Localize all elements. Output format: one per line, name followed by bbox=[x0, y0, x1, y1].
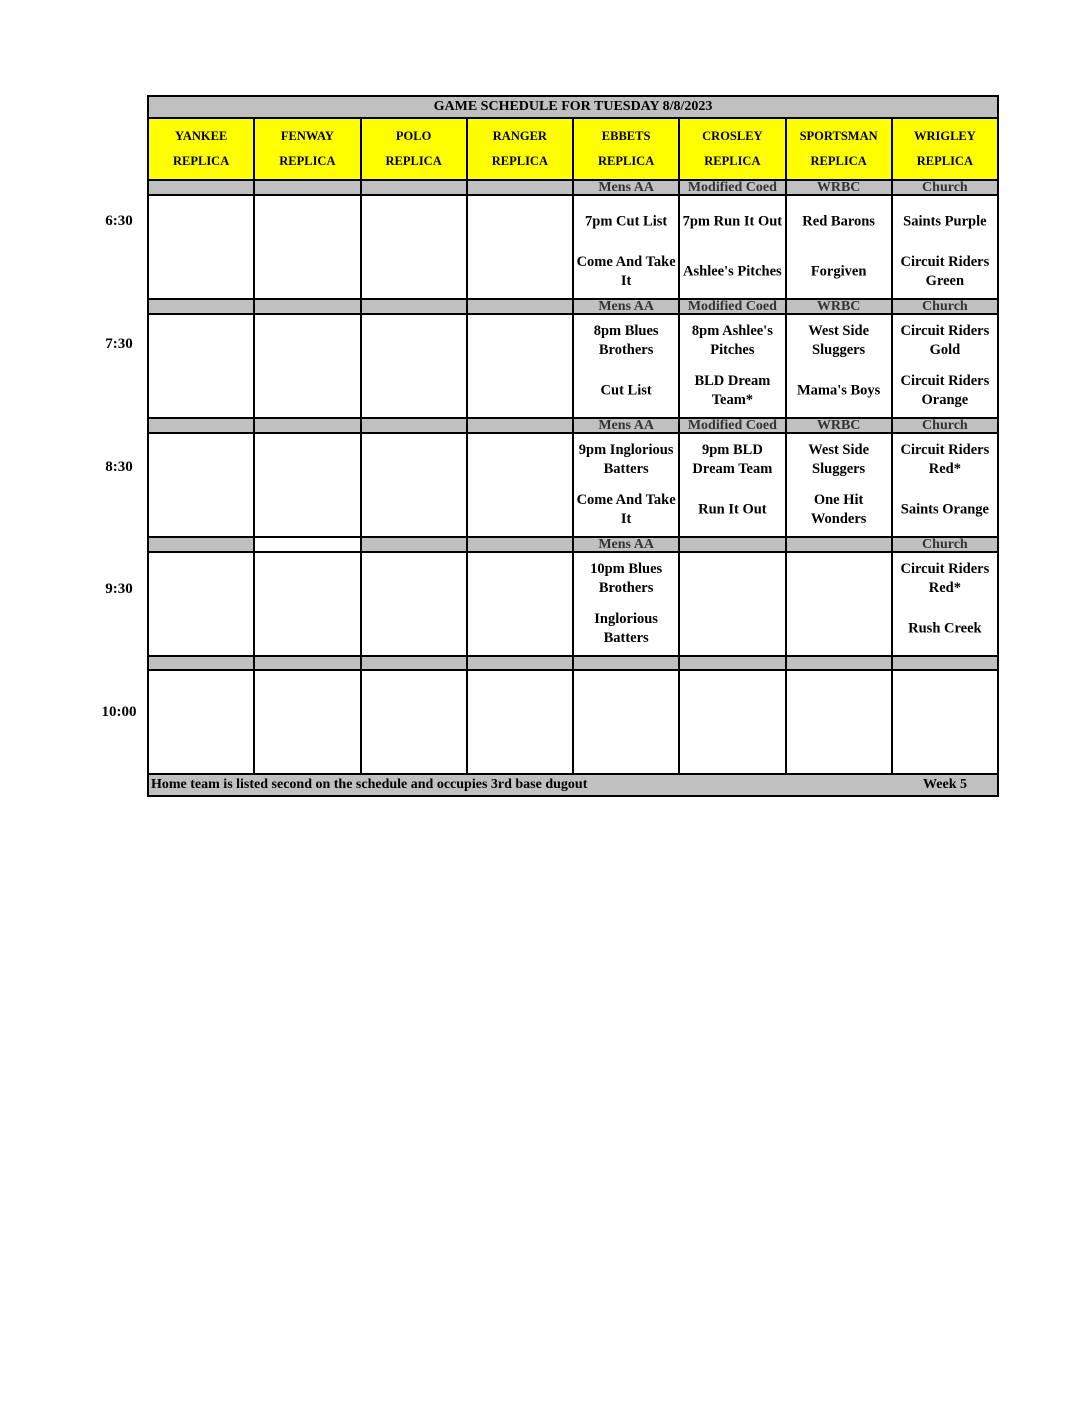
away-team bbox=[574, 554, 678, 604]
time-slot-label: 8:30 bbox=[105, 459, 133, 475]
team-name: One Hit Wonders bbox=[810, 492, 867, 527]
field-name: EBBETS bbox=[601, 129, 651, 143]
home-team bbox=[680, 604, 784, 654]
away-team bbox=[149, 672, 253, 722]
team-name: Ashlee's Pitches bbox=[683, 263, 782, 280]
away-team bbox=[255, 672, 359, 722]
away-team bbox=[893, 197, 997, 247]
league-label: Mens AA bbox=[573, 537, 679, 552]
home-team bbox=[468, 485, 572, 535]
field-subtitle: REPLICA bbox=[172, 154, 230, 168]
game-cell bbox=[892, 314, 998, 418]
home-team bbox=[574, 604, 678, 654]
home-team-note: Home team is listed second on the schedule and occupies 3rd base dugout bbox=[151, 777, 588, 792]
league-label: WRBC bbox=[786, 299, 892, 314]
home-team bbox=[255, 722, 359, 772]
home-team bbox=[255, 366, 359, 416]
field-header-fenway bbox=[254, 118, 360, 180]
league-label: WRBC bbox=[786, 418, 892, 433]
league-label bbox=[254, 656, 360, 670]
away-team bbox=[362, 316, 466, 366]
away-team bbox=[468, 316, 572, 366]
league-label bbox=[467, 299, 573, 314]
game-cell bbox=[254, 670, 360, 774]
league-label bbox=[148, 299, 254, 314]
league-row bbox=[148, 656, 998, 670]
team-name: BLD Dream Team* bbox=[694, 373, 771, 408]
league-label bbox=[892, 656, 998, 670]
home-team bbox=[787, 485, 891, 535]
home-team bbox=[787, 247, 891, 297]
away-team bbox=[255, 435, 359, 485]
game-cell bbox=[361, 314, 467, 418]
time-slot-label: 9:30 bbox=[105, 581, 133, 597]
away-team bbox=[574, 672, 678, 722]
home-team bbox=[680, 366, 784, 416]
away-team bbox=[574, 435, 678, 485]
league-label: Mens AA bbox=[573, 299, 679, 314]
away-team bbox=[680, 435, 784, 485]
team-name: 7pm Cut List bbox=[585, 213, 668, 230]
league-label bbox=[254, 180, 360, 195]
away-team bbox=[893, 435, 997, 485]
away-team bbox=[149, 435, 253, 485]
home-team bbox=[787, 366, 891, 416]
league-label bbox=[361, 656, 467, 670]
field-subtitle: REPLICA bbox=[597, 154, 655, 168]
away-team bbox=[787, 316, 891, 366]
schedule-footer bbox=[148, 774, 998, 796]
league-label: Modified Coed bbox=[679, 418, 785, 433]
team-name: West Side Sluggers bbox=[808, 323, 870, 358]
game-cell bbox=[254, 195, 360, 299]
field-name: POLO bbox=[395, 129, 432, 143]
game-cell bbox=[254, 552, 360, 656]
game-cell bbox=[361, 195, 467, 299]
field-header-ebbets bbox=[573, 118, 679, 180]
field-name: YANKEE bbox=[174, 129, 228, 143]
team-name: Forgiven bbox=[810, 263, 867, 280]
away-team bbox=[787, 435, 891, 485]
league-label bbox=[786, 537, 892, 552]
home-team bbox=[362, 247, 466, 297]
away-team bbox=[468, 554, 572, 604]
league-label bbox=[148, 537, 254, 552]
league-label bbox=[679, 656, 785, 670]
team-name: Circuit Riders Red* bbox=[900, 442, 990, 477]
league-label bbox=[254, 299, 360, 314]
field-subtitle: REPLICA bbox=[704, 154, 761, 168]
game-cell bbox=[467, 552, 573, 656]
league-label: Church bbox=[892, 418, 998, 433]
game-cell bbox=[467, 433, 573, 537]
away-team bbox=[680, 316, 784, 366]
game-cell bbox=[786, 314, 892, 418]
field-header-wrigley bbox=[892, 118, 998, 180]
field-subtitle: REPLICA bbox=[916, 154, 973, 168]
away-team bbox=[574, 316, 678, 366]
field-header-ranger bbox=[467, 118, 573, 180]
home-team bbox=[468, 604, 572, 654]
field-header-polo bbox=[361, 118, 467, 180]
team-name: Inglorious Batters bbox=[594, 611, 658, 646]
away-team bbox=[362, 554, 466, 604]
game-cell bbox=[361, 670, 467, 774]
home-team bbox=[680, 247, 784, 297]
home-team bbox=[362, 604, 466, 654]
team-name: Come And Take It bbox=[576, 254, 676, 289]
home-team bbox=[787, 604, 891, 654]
team-name: 8pm Ashlee's Pitches bbox=[691, 323, 773, 358]
home-team bbox=[362, 366, 466, 416]
home-team bbox=[255, 604, 359, 654]
game-cell bbox=[892, 552, 998, 656]
away-team bbox=[680, 554, 784, 604]
game-cell bbox=[573, 552, 679, 656]
away-team bbox=[255, 197, 359, 247]
game-row bbox=[148, 314, 998, 418]
away-team bbox=[149, 197, 253, 247]
away-team bbox=[362, 197, 466, 247]
time-slot-label: 7:30 bbox=[105, 336, 133, 352]
away-team bbox=[468, 197, 572, 247]
game-cell bbox=[148, 552, 254, 656]
team-name: Cut List bbox=[600, 382, 652, 399]
away-team bbox=[362, 435, 466, 485]
away-team bbox=[893, 316, 997, 366]
home-team bbox=[468, 366, 572, 416]
game-cell bbox=[786, 670, 892, 774]
away-team bbox=[893, 554, 997, 604]
home-team bbox=[680, 722, 784, 772]
home-team bbox=[574, 366, 678, 416]
team-name: Rush Creek bbox=[908, 620, 982, 637]
game-row bbox=[148, 552, 998, 656]
home-team bbox=[149, 604, 253, 654]
home-team bbox=[149, 366, 253, 416]
home-team bbox=[149, 722, 253, 772]
field-name: CROSLEY bbox=[702, 129, 763, 143]
away-team bbox=[362, 672, 466, 722]
league-label bbox=[361, 418, 467, 433]
home-team bbox=[468, 247, 572, 297]
game-cell bbox=[573, 195, 679, 299]
field-header-sportsman bbox=[786, 118, 892, 180]
home-team bbox=[680, 485, 784, 535]
league-label: Church bbox=[892, 180, 998, 195]
home-team bbox=[255, 485, 359, 535]
league-label: Church bbox=[892, 537, 998, 552]
game-cell bbox=[892, 433, 998, 537]
away-team bbox=[680, 197, 784, 247]
field-name: RANGER bbox=[492, 129, 547, 143]
week-label: Week 5 bbox=[923, 777, 967, 792]
game-cell bbox=[467, 195, 573, 299]
away-team bbox=[468, 672, 572, 722]
league-label bbox=[679, 537, 785, 552]
team-name: Circuit Riders Gold bbox=[900, 323, 990, 358]
team-name: 9pm BLD Dream Team bbox=[692, 442, 773, 477]
field-subtitle: REPLICA bbox=[279, 154, 336, 168]
game-cell bbox=[786, 552, 892, 656]
league-label bbox=[148, 656, 254, 670]
team-name: Saints Orange bbox=[900, 501, 989, 518]
league-label: Modified Coed bbox=[679, 180, 785, 195]
away-team bbox=[787, 672, 891, 722]
game-cell bbox=[892, 195, 998, 299]
game-cell bbox=[148, 195, 254, 299]
home-team bbox=[893, 604, 997, 654]
game-row bbox=[148, 670, 998, 774]
league-label: Mens AA bbox=[573, 180, 679, 195]
home-team bbox=[893, 722, 997, 772]
game-cell bbox=[573, 670, 679, 774]
away-team bbox=[255, 554, 359, 604]
home-team bbox=[893, 485, 997, 535]
league-label bbox=[361, 537, 467, 552]
field-subtitle: REPLICA bbox=[385, 154, 442, 168]
home-team bbox=[787, 722, 891, 772]
game-cell bbox=[148, 433, 254, 537]
league-label bbox=[148, 180, 254, 195]
home-team bbox=[255, 247, 359, 297]
team-name: Mama's Boys bbox=[796, 382, 881, 399]
league-label bbox=[786, 656, 892, 670]
home-team bbox=[149, 485, 253, 535]
game-cell bbox=[679, 433, 785, 537]
game-cell bbox=[148, 670, 254, 774]
league-row bbox=[148, 418, 998, 433]
team-name: 7pm Run It Out bbox=[682, 213, 783, 230]
home-team bbox=[468, 722, 572, 772]
league-row bbox=[148, 180, 998, 195]
game-cell bbox=[361, 433, 467, 537]
game-cell bbox=[679, 195, 785, 299]
game-cell bbox=[573, 314, 679, 418]
home-team bbox=[893, 366, 997, 416]
league-label bbox=[254, 537, 360, 552]
time-slot-label: 6:30 bbox=[105, 213, 133, 229]
game-cell bbox=[892, 670, 998, 774]
team-name: Run It Out bbox=[698, 501, 767, 518]
league-label bbox=[573, 656, 679, 670]
league-label bbox=[361, 299, 467, 314]
away-team bbox=[787, 197, 891, 247]
league-label bbox=[148, 418, 254, 433]
home-team bbox=[362, 485, 466, 535]
field-subtitle: REPLICA bbox=[810, 154, 867, 168]
league-label bbox=[361, 180, 467, 195]
field-header-crosley bbox=[679, 118, 785, 180]
league-label: WRBC bbox=[786, 180, 892, 195]
league-row bbox=[148, 537, 998, 552]
team-name: Saints Purple bbox=[903, 213, 987, 230]
league-label bbox=[467, 180, 573, 195]
field-name: FENWAY bbox=[280, 129, 334, 143]
league-label bbox=[467, 418, 573, 433]
away-team bbox=[574, 197, 678, 247]
game-cell bbox=[254, 314, 360, 418]
field-header-row bbox=[148, 118, 998, 180]
team-name: Red Barons bbox=[802, 213, 875, 230]
game-cell bbox=[679, 670, 785, 774]
home-team bbox=[574, 247, 678, 297]
league-label: Mens AA bbox=[573, 418, 679, 433]
home-team bbox=[149, 247, 253, 297]
game-cell bbox=[254, 433, 360, 537]
game-cell bbox=[573, 433, 679, 537]
away-team bbox=[149, 316, 253, 366]
team-name: West Side Sluggers bbox=[808, 442, 870, 477]
away-team bbox=[255, 316, 359, 366]
league-label: Church bbox=[892, 299, 998, 314]
away-team bbox=[680, 672, 784, 722]
league-label bbox=[467, 537, 573, 552]
league-row bbox=[148, 299, 998, 314]
game-row bbox=[148, 195, 998, 299]
team-name: Come And Take It bbox=[576, 492, 676, 527]
away-team bbox=[787, 554, 891, 604]
field-name: SPORTSMAN bbox=[799, 129, 878, 143]
schedule-table bbox=[147, 95, 999, 797]
team-name: Circuit Riders Green bbox=[900, 254, 990, 289]
home-team bbox=[362, 722, 466, 772]
home-team bbox=[893, 247, 997, 297]
game-cell bbox=[361, 552, 467, 656]
team-name: Circuit Riders Red* bbox=[900, 561, 990, 596]
game-cell bbox=[679, 552, 785, 656]
league-label bbox=[254, 418, 360, 433]
game-cell bbox=[786, 433, 892, 537]
home-team bbox=[574, 722, 678, 772]
time-slot-label: 10:00 bbox=[101, 704, 137, 720]
game-cell bbox=[679, 314, 785, 418]
away-team bbox=[893, 672, 997, 722]
game-cell bbox=[467, 670, 573, 774]
schedule-title: GAME SCHEDULE FOR TUESDAY 8/8/2023 bbox=[148, 96, 998, 118]
league-label: Modified Coed bbox=[679, 299, 785, 314]
field-name: WRIGLEY bbox=[913, 129, 976, 143]
game-cell bbox=[786, 195, 892, 299]
game-row bbox=[148, 433, 998, 537]
home-team bbox=[574, 485, 678, 535]
team-name: 10pm Blues Brothers bbox=[590, 561, 663, 596]
field-subtitle: REPLICA bbox=[491, 154, 548, 168]
away-team bbox=[468, 435, 572, 485]
away-team bbox=[149, 554, 253, 604]
team-name: 8pm Blues Brothers bbox=[593, 323, 659, 358]
game-cell bbox=[467, 314, 573, 418]
league-label bbox=[467, 656, 573, 670]
team-name: 9pm Inglorious Batters bbox=[578, 442, 674, 477]
team-name: Circuit Riders Orange bbox=[900, 373, 990, 408]
game-cell bbox=[148, 314, 254, 418]
field-header-yankee bbox=[148, 118, 254, 180]
